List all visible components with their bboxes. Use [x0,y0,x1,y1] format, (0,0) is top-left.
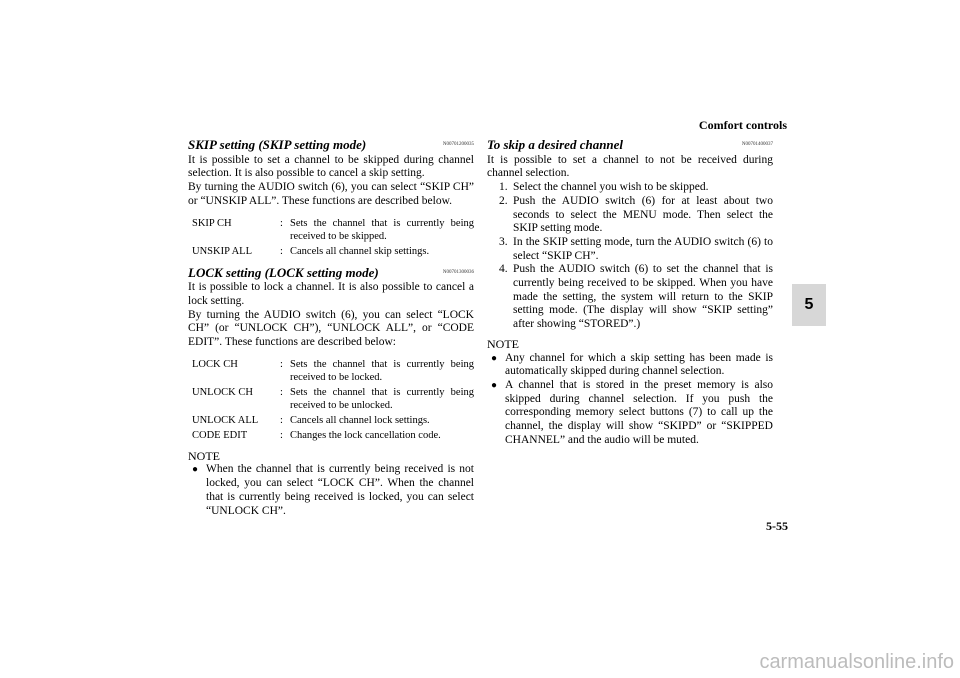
bullet-icon: ● [192,464,199,476]
lock-setting-title: LOCK setting (LOCK setting mode) [188,264,379,280]
definition-description: Changes the lock cancellation code. [290,429,441,441]
skip-setting-intro: It is possible to set a channel to be skipped during channel selection. It is also possible to cancel a skip setting. [188,153,474,180]
skip-channel-intro: It is possible to set a channel to not be received during channel selection. [487,153,773,180]
definition-description: Cancels all channel lock settings. [290,414,430,426]
skip-notes-list [487,352,773,448]
definition-separator: : [280,358,283,370]
watermark: carmanualsonline.info [759,651,954,673]
definition-row [192,429,474,444]
note-title: NOTE [188,448,220,463]
step-item [499,181,773,195]
definition-description: Sets the channel that is currently being received to be unlocked. [290,386,474,411]
definition-description: Sets the channel that is currently being received to be skipped. [290,217,474,242]
page-number: 5-55 [766,519,788,533]
lock-setting-intro: It is possible to lock a channel. It is also possible to cancel a lock setting. [188,281,474,307]
bullet-icon: ● [491,352,498,364]
chapter-tab: 5 [792,284,826,326]
lock-notes-list [188,463,474,518]
definition-separator: : [280,429,283,441]
definition-row [192,414,474,429]
bullet-icon: ● [491,379,498,391]
definition-term: SKIP CH [192,217,232,229]
step-number: 2. [499,194,508,207]
step-text: Push the AUDIO switch (6) to set the channel that is currently being received to be skipped. When you have made the setting, the system will return to the SKIP setting mode. (The display will show “SKIP setting” after showing “STORED”.) [513,263,773,331]
skip-setting-code: N00701200035 [442,142,474,147]
left-column [188,138,474,518]
definition-term: LOCK CH [192,358,238,370]
definition-description: Sets the channel that is currently being received to be locked. [290,358,474,383]
step-text: In the SKIP setting mode, turn the AUDIO switch (6) to select “SKIP CH”. [513,235,773,262]
note-item [192,463,474,518]
skip-channel-steps [487,181,773,332]
right-column [487,138,773,447]
note-text: Any channel for which a skip setting has been made is automatically skipped during channel selection. [505,351,773,378]
skip-channel-heading [487,138,773,152]
step-item [499,236,773,263]
note-text: A channel that is stored in the preset memory is also skipped during channel selection. If you push the corresponding memory select buttons (7) to call up the channel, the display will show “SKIPD” or “SKIPPED CHANNEL” and the audio will be muted. [505,378,773,446]
page-header-title: Comfort controls [698,118,787,132]
step-item [499,195,773,236]
definition-row [192,358,474,386]
lock-setting-code: N00701300036 [442,269,474,275]
definition-row [192,386,474,414]
definition-separator: : [280,386,283,398]
step-number: 1. [499,181,508,194]
note-item [491,379,773,448]
lock-setting-intro-2: By turning the AUDIO switch (6), you can select “LOCK CH” (or “UNLOCK CH”), “UNLOCK ALL”, or “CODE EDIT”. These functions are described below: [188,308,474,349]
step-number: 4. [499,263,508,276]
note-text: When the channel that is currently being received is not locked, you can select “LOCK CH”. When the channel that is currently being received is locked, you can select “UNLOCK CH”. [206,463,474,517]
step-text: Push the AUDIO switch (6) for at least about two seconds to select the MENU mode. Then select the SKIP setting mode. [513,194,773,235]
definition-row [192,245,474,260]
skip-setting-heading [188,138,474,152]
lock-setting-definitions [192,358,474,444]
definition-term: UNLOCK ALL [192,414,259,426]
definition-separator: : [280,414,283,426]
definition-row [192,217,474,245]
definition-term: CODE EDIT [192,429,248,441]
skip-channel-code: N00701400037 [741,142,773,147]
lock-setting-heading [188,266,474,280]
note-title: NOTE [487,336,519,351]
definition-term: UNLOCK CH [192,386,253,398]
step-number: 3. [499,235,508,248]
skip-setting-definitions [192,217,474,260]
skip-channel-title: To skip a desired channel [487,137,624,152]
definition-separator: : [280,245,283,257]
skip-setting-title: SKIP setting (SKIP setting mode) [188,137,367,152]
step-text: Select the channel you wish to be skipped. [513,181,709,194]
skip-setting-intro-2: By turning the AUDIO switch (6), you can select “SKIP CH” or “UNSKIP ALL”. These functions are described below. [188,181,474,207]
definition-term: UNSKIP ALL [192,245,252,257]
definition-description: Cancels all channel skip settings. [290,245,430,257]
step-item [499,263,773,332]
note-item [491,352,773,379]
definition-separator: : [280,217,283,229]
